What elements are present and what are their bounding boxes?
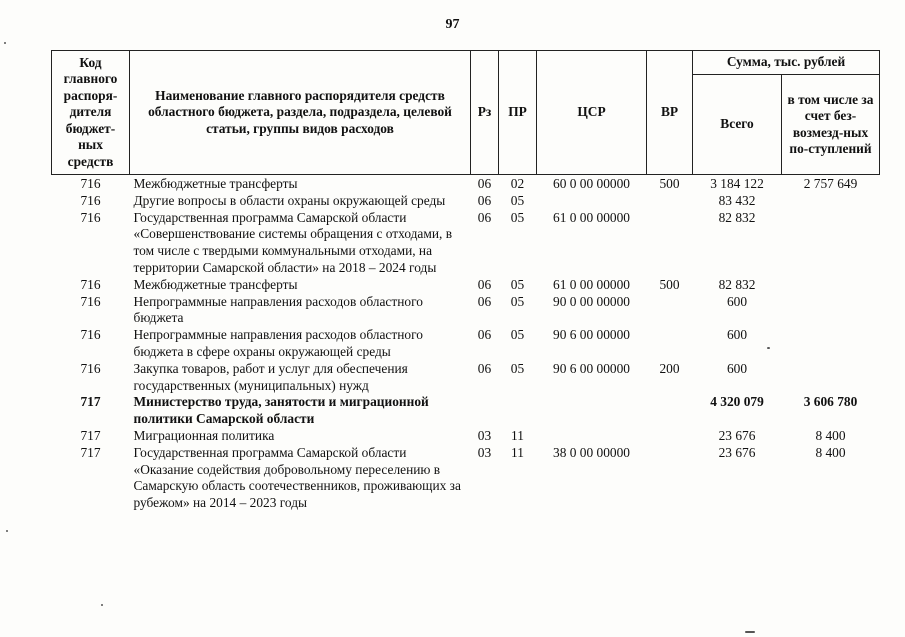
cell-code: 716: [80, 176, 101, 191]
cell-grants: 2 757 649: [803, 176, 858, 191]
header-vr: ВР: [647, 51, 693, 175]
table-row: [52, 294, 880, 328]
cell-code: 716: [80, 293, 101, 309]
cell-code: 716: [80, 276, 101, 292]
cell-rz: 06: [477, 327, 492, 343]
cell-total: 82 832: [718, 209, 756, 225]
cell-grants: [782, 327, 880, 361]
header-sum: Сумма, тыс. рублей: [693, 51, 880, 75]
cell-pr: 05: [510, 192, 525, 208]
table-row: [52, 445, 880, 512]
cell-code: 716: [80, 209, 101, 225]
cell-name: Непрограммные направления расходов областного бюджета: [133, 293, 423, 326]
cell-pr: 05: [510, 276, 525, 292]
cell-rz: 06: [477, 209, 492, 225]
cell-vr: 500: [659, 276, 680, 292]
cell-rz: 03: [477, 444, 492, 460]
cell-vr: 200: [659, 360, 680, 376]
cell-grants: [782, 294, 880, 328]
cell-pr: 05: [510, 327, 525, 343]
cell-code: 716: [80, 327, 101, 343]
header-code: Код главного распоря-дителя бюджет-ных средств: [52, 51, 130, 175]
cell-rz: 06: [477, 293, 492, 309]
cell-name: Непрограммные направления расходов областного бюджета в сфере охраны окружающей среды: [133, 327, 423, 359]
cell-pr: [499, 394, 537, 428]
header-grants: в том числе за счет без-возмезд-ных по-ступлений: [782, 75, 880, 175]
cell-vr: [647, 193, 693, 210]
table-row: [52, 428, 880, 445]
cell-vr: [647, 445, 693, 512]
header-csr: ЦСР: [537, 51, 647, 175]
table-row: [52, 394, 880, 428]
cell-pr: 02: [510, 176, 525, 191]
cell-name: Другие вопросы в области охраны окружающей среды: [133, 192, 446, 208]
cell-vr: 500: [659, 176, 680, 191]
cell-pr: 05: [510, 209, 525, 225]
budget-table: [51, 50, 880, 512]
header-rz: Рз: [471, 51, 499, 175]
cell-total: 23 676: [718, 427, 756, 443]
header-total: Всего: [693, 75, 782, 175]
header-pr: ПР: [499, 51, 537, 175]
cell-name: Миграционная политика: [133, 427, 275, 443]
cell-rz: 06: [477, 276, 492, 292]
header-name: Наименование главного распорядителя средств областного бюджета, раздела, подраздела, целевой статьи, группы видов расходов: [130, 51, 471, 175]
cell-name: Межбюджетные трансферты: [133, 176, 298, 191]
cell-csr: 60 0 00 00000: [553, 176, 630, 191]
cell-code: 717: [80, 444, 101, 460]
table-row: [52, 193, 880, 210]
cell-vr: [647, 294, 693, 328]
cell-grants: [782, 361, 880, 395]
cell-vr: [647, 327, 693, 361]
cell-csr: 61 0 00 00000: [553, 276, 630, 292]
cell-name: Межбюджетные трансферты: [133, 276, 298, 292]
cell-code: 717: [80, 427, 101, 443]
table-row: [52, 277, 880, 294]
cell-total: 83 432: [718, 192, 756, 208]
cell-rz: 06: [477, 360, 492, 376]
cell-csr: 38 0 00 00000: [553, 444, 630, 460]
cell-pr: 11: [511, 427, 524, 443]
cell-csr: 90 6 00 00000: [553, 327, 630, 343]
cell-grants: [782, 277, 880, 294]
cell-vr: [647, 428, 693, 445]
cell-name: Закупка товаров, работ и услуг для обеспечения государственных (муниципальных) нужд: [133, 360, 408, 393]
scan-speck: [4, 42, 6, 44]
cell-csr: 90 6 00 00000: [553, 360, 630, 376]
cell-rz: 06: [477, 176, 492, 191]
scan-speck: [745, 631, 755, 633]
cell-csr: [537, 193, 647, 210]
cell-name: Министерство труда, занятости и миграционной политики Самарской области: [133, 394, 429, 427]
cell-rz: 03: [477, 427, 492, 443]
page-number: 97: [445, 17, 460, 32]
cell-csr: [537, 428, 647, 445]
table-row: [52, 361, 880, 395]
cell-pr: 11: [511, 444, 524, 460]
cell-total: 23 676: [718, 444, 756, 460]
cell-total: 600: [726, 360, 748, 376]
cell-grants: 8 400: [815, 427, 846, 443]
cell-csr: [537, 394, 647, 428]
cell-rz: 06: [477, 192, 492, 208]
cell-grants: 8 400: [815, 444, 846, 460]
cell-total: 4 320 079: [710, 394, 764, 410]
cell-pr: 05: [510, 360, 525, 376]
table-row: [52, 210, 880, 277]
scan-speck: [767, 347, 770, 349]
cell-vr: [647, 394, 693, 428]
scan-speck: [101, 604, 103, 606]
cell-name: Государственная программа Самарской области «Оказание содействия добровольному переселению в Самарскую область соотечественников, проживающих за рубежом» на 2014 – 2023 годы: [133, 444, 461, 511]
cell-vr: [647, 210, 693, 277]
cell-grants: [782, 210, 880, 277]
cell-total: 600: [726, 327, 748, 343]
cell-grants: [782, 193, 880, 210]
cell-code: 716: [80, 192, 101, 208]
scan-speck: [6, 530, 8, 532]
cell-name: Государственная программа Самарской области «Совершенствование системы обращения с отходами, в том числе с твердыми коммунальными отходами, на территории Самарской области» на 2018 – 2024 годы: [133, 209, 453, 275]
cell-rz: [471, 394, 499, 428]
table-body: [52, 175, 880, 512]
cell-total: 600: [726, 293, 748, 309]
cell-code: 716: [80, 360, 101, 376]
cell-csr: 61 0 00 00000: [553, 209, 630, 225]
table-row: [52, 327, 880, 361]
cell-total: 82 832: [718, 276, 756, 292]
cell-pr: 05: [510, 293, 525, 309]
cell-code: 717: [80, 394, 101, 410]
cell-grants: 3 606 780: [803, 394, 858, 410]
cell-total: 3 184 122: [710, 176, 764, 191]
table-row: [52, 175, 880, 193]
cell-csr: 90 0 00 00000: [553, 293, 630, 309]
